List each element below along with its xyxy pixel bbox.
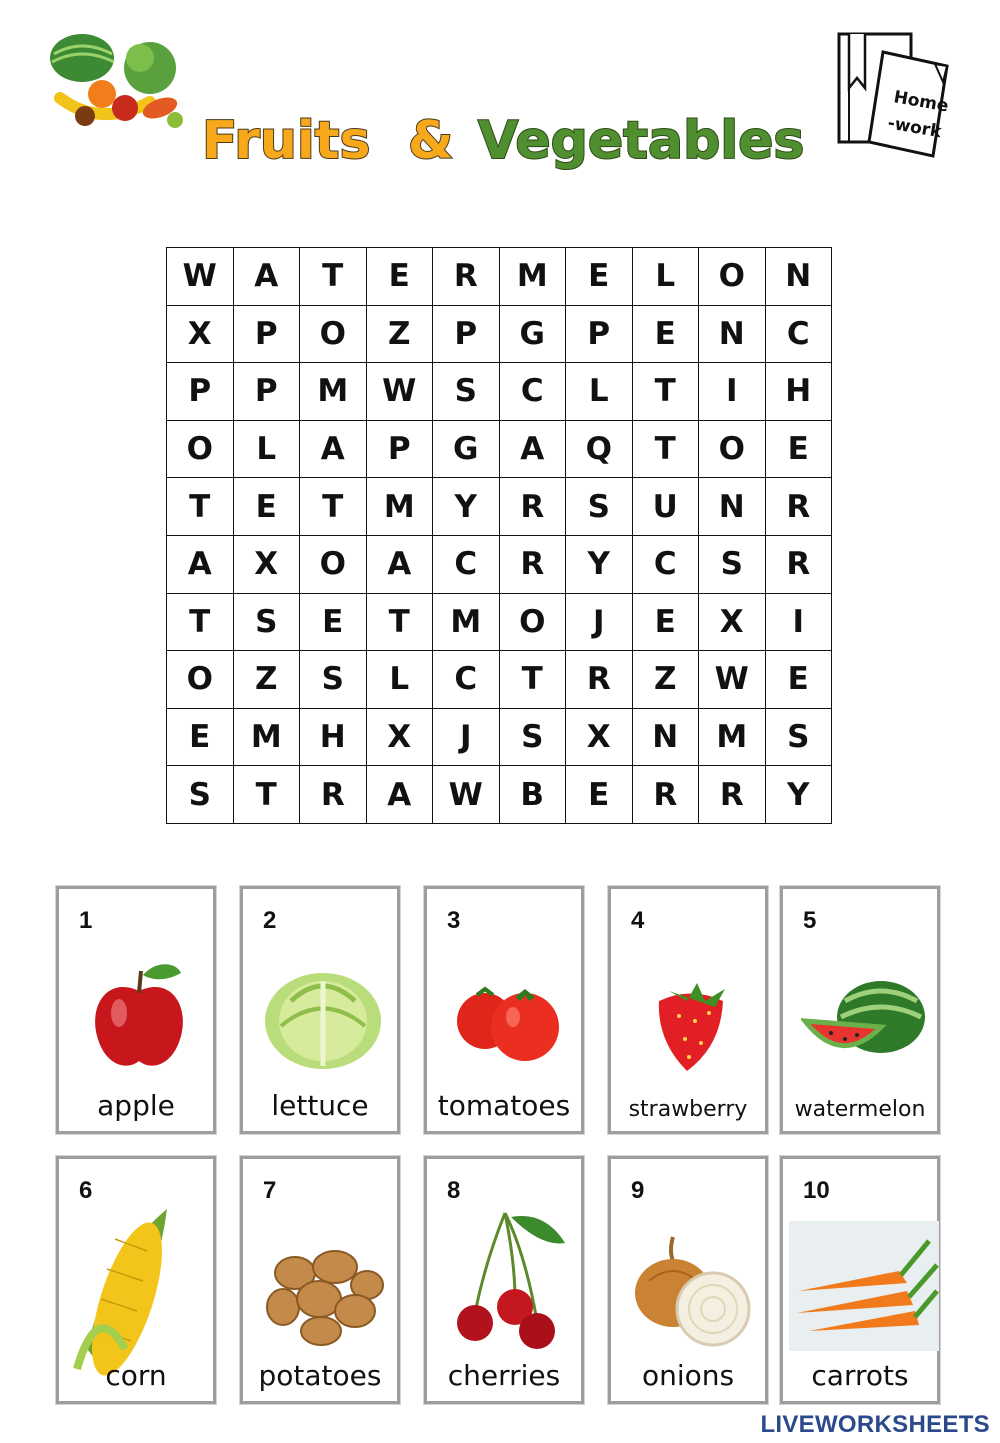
grid-cell[interactable]: N [633,709,700,767]
grid-cell[interactable]: P [367,421,434,479]
grid-cell[interactable]: O [500,594,567,652]
picture-card [608,886,768,1134]
card-number: 10 [803,1177,830,1204]
picture-card [240,886,400,1134]
grid-cell[interactable]: P [566,306,633,364]
grid-cell[interactable]: L [367,651,434,709]
grid-cell[interactable]: Z [234,651,301,709]
picture-card [780,886,940,1134]
grid-cell[interactable]: A [167,536,234,594]
grid-cell[interactable]: T [300,478,367,536]
grid-cell[interactable]: T [633,363,700,421]
grid-cell[interactable]: C [433,536,500,594]
grid-cell[interactable]: R [633,766,700,824]
card-word: onions [641,1359,735,1392]
grid-cell[interactable]: S [167,766,234,824]
grid-cell[interactable]: R [500,478,567,536]
grid-cell[interactable]: E [367,248,434,306]
grid-cell[interactable]: A [500,421,567,479]
card-word: corn [105,1359,167,1392]
grid-cell[interactable]: A [300,421,367,479]
grid-cell[interactable]: N [766,248,833,306]
title-ampersand: & [408,111,454,171]
picture-card [56,886,216,1134]
grid-cell[interactable]: O [699,421,766,479]
card-number: 2 [263,907,277,934]
grid-cell[interactable]: R [433,248,500,306]
grid-cell[interactable]: S [433,363,500,421]
picture-card [608,1156,768,1404]
grid-cell[interactable]: O [167,421,234,479]
card-word: cherries [447,1359,561,1392]
grid-cell[interactable]: T [633,421,700,479]
grid-cell[interactable]: O [300,536,367,594]
grid-cell[interactable]: E [633,594,700,652]
card-number: 8 [447,1177,461,1204]
grid-cell[interactable]: E [566,766,633,824]
grid-cell[interactable]: C [766,306,833,364]
homework-line2: -work [886,113,943,143]
grid-cell[interactable]: J [566,594,633,652]
grid-cell[interactable]: Y [766,766,833,824]
watermelon-icon [801,951,925,1081]
carrot-icon [789,1221,939,1351]
grid-cell[interactable]: J [433,709,500,767]
grid-cell[interactable]: S [699,536,766,594]
grid-cell[interactable]: M [500,248,567,306]
grid-cell[interactable]: Z [633,651,700,709]
grid-cell[interactable]: T [234,766,301,824]
word-search-grid [166,247,832,824]
grid-cell[interactable]: S [566,478,633,536]
footer-brand: LIVEWORKSHEETS [760,1411,990,1438]
card-number: 6 [79,1177,93,1204]
grid-cell[interactable]: G [500,306,567,364]
grid-cell[interactable]: P [234,306,301,364]
grid-cell[interactable]: M [433,594,500,652]
grid-cell[interactable]: L [633,248,700,306]
grid-cell[interactable]: T [167,594,234,652]
title-vegetables: Vegetables [478,111,805,171]
card-word: watermelon [794,1097,926,1122]
liveworksheets-logo [760,1411,990,1439]
grid-cell[interactable]: T [367,594,434,652]
grid-cell[interactable]: S [300,651,367,709]
grid-cell[interactable]: E [633,306,700,364]
onion-icon [629,1221,753,1351]
grid-cell[interactable]: L [234,421,301,479]
grid-cell[interactable]: R [300,766,367,824]
grid-cell[interactable]: W [167,248,234,306]
grid-cell[interactable]: H [300,709,367,767]
homework-icon [835,28,963,160]
grid-cell[interactable]: E [766,421,833,479]
grid-cell[interactable]: T [167,478,234,536]
grid-cell[interactable]: W [367,363,434,421]
grid-cell[interactable]: R [699,766,766,824]
grid-cell[interactable]: S [234,594,301,652]
grid-cell[interactable]: O [167,651,234,709]
grid-cell[interactable]: E [167,709,234,767]
picture-card [424,886,584,1134]
grid-cell[interactable]: R [566,651,633,709]
grid-cell[interactable]: E [566,248,633,306]
card-number: 4 [631,907,645,934]
grid-cell[interactable]: B [500,766,567,824]
grid-cell[interactable]: W [699,651,766,709]
card-number: 1 [79,907,93,934]
card-number: 5 [803,907,817,934]
grid-cell[interactable]: L [566,363,633,421]
card-word: carrots [811,1359,909,1392]
picture-card [240,1156,400,1404]
grid-cell[interactable]: Y [433,478,500,536]
grid-cell[interactable]: A [234,248,301,306]
grid-cell[interactable]: M [234,709,301,767]
grid-cell[interactable]: H [766,363,833,421]
grid-cell[interactable]: O [300,306,367,364]
grid-cell[interactable]: E [300,594,367,652]
grid-cell[interactable]: O [699,248,766,306]
grid-cell[interactable]: N [699,478,766,536]
grid-cell[interactable]: E [766,651,833,709]
grid-cell[interactable]: C [500,363,567,421]
card-word: apple [97,1089,175,1122]
card-number: 9 [631,1177,645,1204]
grid-cell[interactable]: C [433,651,500,709]
grid-cell[interactable]: R [766,478,833,536]
lettuce-icon [261,951,385,1081]
grid-cell[interactable]: I [766,594,833,652]
card-word: lettuce [271,1089,369,1122]
grid-cell[interactable]: E [234,478,301,536]
picture-card [780,1156,940,1404]
grid-cell[interactable]: P [167,363,234,421]
grid-cell[interactable]: W [433,766,500,824]
fruit-basket-illustration [40,28,185,138]
apple-icon [77,951,201,1081]
grid-cell[interactable]: Z [367,306,434,364]
grid-cell[interactable]: X [234,536,301,594]
grid-cell[interactable]: A [367,766,434,824]
grid-cell[interactable]: G [433,421,500,479]
grid-cell[interactable]: M [367,478,434,536]
grid-cell[interactable]: X [566,709,633,767]
grid-cell[interactable]: R [766,536,833,594]
grid-cell[interactable]: T [300,248,367,306]
potato-icon [261,1221,385,1351]
grid-cell[interactable]: U [633,478,700,536]
cherry-icon [445,1203,569,1353]
grid-cell[interactable]: P [433,306,500,364]
homework-line1: Home [892,87,950,117]
page-title [200,100,820,180]
strawberry-icon [629,951,753,1081]
grid-cell[interactable]: S [766,709,833,767]
card-word: tomatoes [437,1089,571,1122]
grid-cell[interactable]: Q [566,421,633,479]
grid-cell[interactable]: C [633,536,700,594]
grid-cell[interactable]: N [699,306,766,364]
grid-cell[interactable]: M [300,363,367,421]
tomato-icon [445,951,569,1081]
grid-cell[interactable]: X [367,709,434,767]
card-number: 3 [447,907,461,934]
grid-cell[interactable]: A [367,536,434,594]
grid-cell[interactable]: X [167,306,234,364]
grid-cell[interactable]: X [699,594,766,652]
grid-cell[interactable]: P [234,363,301,421]
picture-card [424,1156,584,1404]
grid-cell[interactable]: Y [566,536,633,594]
grid-cell[interactable]: M [699,709,766,767]
card-number: 7 [263,1177,277,1204]
grid-cell[interactable]: T [500,651,567,709]
grid-cell[interactable]: I [699,363,766,421]
title-fruits: Fruits [202,111,371,171]
picture-card [56,1156,216,1404]
card-word: strawberry [628,1097,748,1122]
grid-cell[interactable]: S [500,709,567,767]
grid-cell[interactable]: R [500,536,567,594]
card-word: potatoes [258,1359,382,1392]
